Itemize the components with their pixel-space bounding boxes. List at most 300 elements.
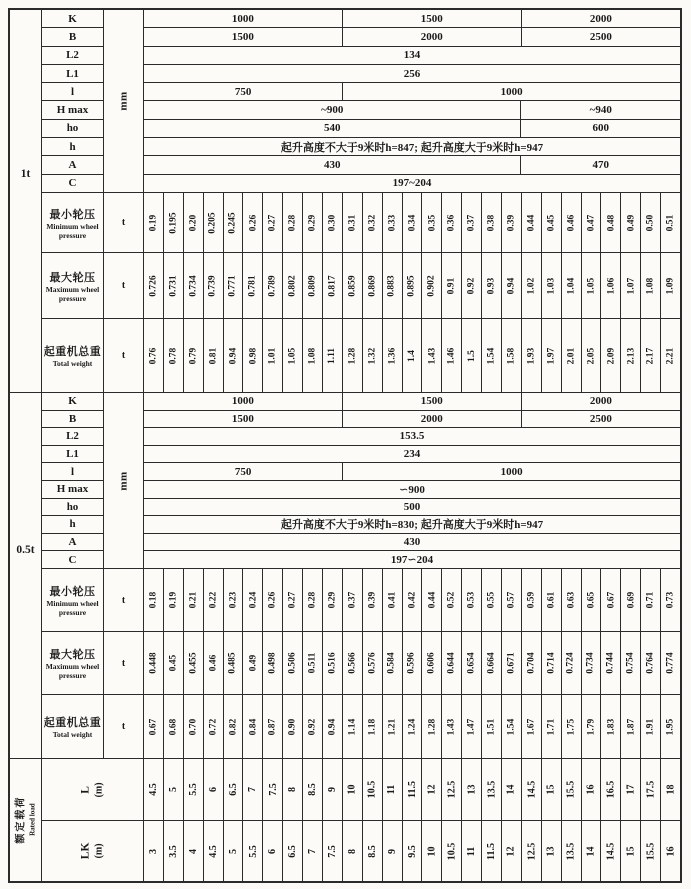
- unit-cell-t: t: [104, 569, 144, 631]
- value-cell: [422, 253, 442, 318]
- value-cell: [323, 319, 343, 392]
- row-values: [144, 253, 680, 318]
- value-text: 0.576: [367, 652, 378, 674]
- value-text: 10: [426, 846, 438, 856]
- value-cell: [383, 695, 403, 758]
- dim-label-ho: ho: [42, 120, 103, 138]
- value-text: 5.5: [247, 844, 259, 858]
- dim-label-h-max: H max: [42, 101, 103, 119]
- value-text: 0.771: [228, 274, 239, 297]
- load-label-text: 1t: [20, 168, 31, 181]
- value-text: 0.485: [228, 652, 239, 674]
- row-label-en: Maximum wheel pressure: [45, 662, 100, 680]
- value-cell: [243, 759, 263, 820]
- span-row-label: [42, 759, 144, 820]
- value-cell: [184, 319, 204, 392]
- value-cell: [661, 632, 680, 694]
- dim-label-h: h: [42, 138, 103, 156]
- span-row-l: [42, 759, 680, 821]
- value-text: 0.63: [566, 591, 577, 609]
- value-text: 1.08: [645, 277, 656, 294]
- value-text: 2.09: [605, 347, 616, 364]
- span-unit: (m): [93, 843, 105, 859]
- value-cell: [243, 193, 263, 252]
- crane-spec-table: [8, 8, 682, 883]
- value-text: 0.46: [566, 214, 577, 231]
- value-cell: [224, 632, 244, 694]
- value-cell: [582, 759, 602, 820]
- value-text: 0.19: [148, 214, 159, 231]
- value-cell: [502, 569, 522, 631]
- dim-label-l1: L1: [42, 65, 103, 83]
- value-text: 0.39: [367, 591, 378, 609]
- row-values: [144, 695, 680, 758]
- value-cell: [204, 319, 224, 392]
- row-label: [42, 695, 104, 758]
- value-text: 8: [287, 787, 299, 792]
- value-text: 13.5: [565, 842, 577, 860]
- value-cell: [462, 821, 482, 881]
- dim-values-row-ho: [144, 499, 680, 517]
- value-cell: [263, 821, 283, 881]
- value-cell: [164, 821, 184, 881]
- value-cell: [582, 319, 602, 392]
- dim-label-c: C: [68, 177, 77, 190]
- value-text: 0.731: [168, 274, 179, 297]
- dim-values-row-a: [144, 156, 680, 174]
- value-cell: [442, 821, 462, 881]
- value-cell: [442, 193, 462, 252]
- value-cell: [363, 569, 383, 631]
- value-cell: [224, 569, 244, 631]
- dimensions-block-0-5t: [42, 393, 680, 568]
- value-cell: [383, 253, 403, 318]
- value-cell: [184, 695, 204, 758]
- value-cell: [204, 253, 224, 318]
- value-cell: [303, 695, 323, 758]
- value-cell: [243, 695, 263, 758]
- span-row-label-text: [80, 843, 106, 860]
- unit-cell-t: t: [104, 193, 144, 252]
- dim-values-row-k: [144, 393, 680, 411]
- dim-value: ∽900: [399, 483, 425, 496]
- value-text: 0.92: [466, 277, 477, 294]
- value-cell: [442, 695, 462, 758]
- value-cell: [562, 193, 582, 252]
- row-label-en: Minimum wheel pressure: [46, 221, 99, 240]
- value-cell: [403, 632, 423, 694]
- value-cell: [502, 193, 522, 252]
- value-cell: [303, 253, 323, 318]
- dim-values-row-h: [144, 138, 680, 156]
- value-text: 0.704: [526, 652, 537, 674]
- value-cell: [363, 193, 383, 252]
- value-cell: [164, 193, 184, 252]
- value-cell: [522, 193, 542, 252]
- value-text: 0.644: [446, 652, 457, 674]
- value-text: 1.02: [526, 277, 537, 294]
- dim-values-row-ho: [144, 120, 680, 138]
- value-text: 0.724: [566, 652, 577, 674]
- value-text: 1.08: [307, 347, 318, 364]
- dim-label-k: K: [42, 393, 103, 411]
- value-text: 7.5: [326, 844, 338, 858]
- value-text: 3.5: [167, 844, 179, 858]
- value-cell: [403, 319, 423, 392]
- dim-value: ~900: [144, 101, 521, 118]
- value-cell: [621, 193, 641, 252]
- value-cell: [343, 319, 363, 392]
- value-text: 0.82: [228, 718, 238, 735]
- row-label-en: Total weight: [52, 359, 93, 368]
- value-cell: [621, 759, 641, 820]
- dim-label-a: A: [42, 156, 103, 174]
- value-text: 1.05: [586, 277, 597, 294]
- table-row-maximum-wheel-pressure: [42, 631, 680, 694]
- value-cell: [403, 695, 423, 758]
- table-row-total-weight: [42, 694, 680, 758]
- value-cell: [204, 569, 224, 631]
- value-cell: [482, 821, 502, 881]
- rated-load-text: [15, 796, 36, 844]
- value-text: 1.95: [665, 718, 676, 735]
- dim-label-b: B: [42, 411, 103, 429]
- value-text: 11.5: [406, 781, 418, 798]
- value-text: 0.714: [546, 652, 557, 674]
- value-cell: [442, 759, 462, 820]
- value-text: 0.18: [148, 591, 159, 609]
- value-cell: [144, 193, 164, 252]
- value-text: 13: [466, 784, 478, 795]
- value-cell: [542, 253, 562, 318]
- value-text: 0.859: [347, 274, 358, 297]
- value-text: 1.75: [566, 718, 577, 735]
- value-cell: [323, 821, 343, 881]
- value-text: 5: [167, 787, 179, 792]
- value-text: 1.06: [605, 277, 616, 294]
- value-text: 0.45: [546, 214, 557, 231]
- value-text: 14: [505, 784, 517, 795]
- value-cell: [422, 569, 442, 631]
- row-label: [42, 319, 104, 392]
- value-cell: [542, 569, 562, 631]
- value-cell: [641, 319, 661, 392]
- value-text: 4.5: [207, 844, 219, 858]
- value-text: 0.47: [586, 214, 597, 231]
- value-cell: [482, 253, 502, 318]
- value-cell: [144, 821, 164, 881]
- value-cell: [184, 759, 204, 820]
- value-cell: [522, 821, 542, 881]
- value-text: 1.28: [347, 347, 358, 364]
- value-cell: [422, 695, 442, 758]
- dim-label-a: A: [42, 534, 103, 552]
- dim-values-row-l1: [144, 446, 680, 464]
- value-text: 0.29: [327, 591, 338, 609]
- value-cell: [263, 632, 283, 694]
- dimensions-block-1t: [42, 10, 680, 192]
- value-cell: [323, 632, 343, 694]
- value-text: 0.46: [208, 654, 219, 672]
- load-label-0-5t: [10, 393, 42, 758]
- value-cell: [144, 695, 164, 758]
- value-cell: [462, 759, 482, 820]
- value-text: 0.23: [228, 591, 238, 609]
- value-text: 0.94: [228, 347, 238, 364]
- value-cell: [283, 759, 303, 820]
- value-text: 0.734: [586, 652, 597, 674]
- value-text: 1.97: [546, 347, 557, 364]
- value-cell: [422, 821, 442, 881]
- value-cell: [283, 695, 303, 758]
- value-cell: [562, 695, 582, 758]
- value-cell: [204, 759, 224, 820]
- value-text: 0.48: [605, 214, 616, 231]
- dim-value: 1000: [144, 10, 343, 27]
- value-text: 11: [466, 846, 478, 856]
- value-cell: [403, 759, 423, 820]
- value-text: 8.5: [307, 783, 319, 796]
- row-label: [42, 253, 104, 318]
- value-cell: [283, 319, 303, 392]
- dim-value: 1500: [343, 393, 522, 410]
- value-cell: [303, 821, 323, 881]
- value-cell: [641, 253, 661, 318]
- value-text: 0.764: [645, 652, 656, 674]
- value-cell: [343, 193, 363, 252]
- value-text: 0.84: [247, 718, 258, 735]
- value-cell: [562, 821, 582, 881]
- dimension-labels: [42, 10, 104, 192]
- dim-values-row-h-max: [144, 481, 680, 499]
- value-text: 0.78: [168, 347, 179, 364]
- value-cell: [661, 821, 680, 881]
- dimension-values: [144, 393, 680, 568]
- value-cell: [422, 193, 442, 252]
- value-text: 0.37: [347, 591, 358, 609]
- value-text: 1.09: [665, 277, 676, 294]
- value-text: 1.24: [407, 718, 418, 735]
- value-text: 0.93: [486, 277, 497, 294]
- value-text: 0.42: [407, 591, 418, 609]
- value-cell: [621, 821, 641, 881]
- dim-values-row-c: [144, 551, 680, 568]
- section-1t-body: [42, 10, 680, 392]
- value-text: 0.91: [446, 277, 457, 294]
- value-text: 10: [346, 784, 358, 795]
- row-values: [144, 632, 680, 694]
- value-cell: [204, 193, 224, 252]
- value-text: 1.43: [446, 718, 457, 735]
- value-text: 1.46: [446, 347, 457, 364]
- value-cell: [224, 821, 244, 881]
- value-text: 1.91: [645, 718, 656, 735]
- value-cell: [502, 253, 522, 318]
- value-text: 15: [545, 784, 557, 795]
- value-text: 0.67: [148, 718, 159, 735]
- value-cell: [403, 821, 423, 881]
- value-cell: [343, 632, 363, 694]
- mm-unit-text: mm: [117, 91, 130, 111]
- value-cell: [144, 632, 164, 694]
- dim-values-row-l2: [144, 428, 680, 446]
- dim-values-row-l2: [144, 47, 680, 65]
- dim-value: 1500: [144, 28, 343, 45]
- value-cell: [363, 695, 383, 758]
- value-text: 15.5: [645, 842, 657, 860]
- value-cell: [462, 319, 482, 392]
- value-cell: [283, 821, 303, 881]
- value-cell: [383, 569, 403, 631]
- value-text: 0.69: [625, 591, 636, 609]
- value-cell: [641, 193, 661, 252]
- weight-rows-0-5t: [42, 568, 680, 758]
- value-text: 6: [267, 848, 279, 854]
- value-cell: [641, 695, 661, 758]
- dim-value: 2000: [589, 395, 612, 408]
- row-label-cn: 最大轮压: [49, 649, 96, 661]
- value-text: 6.5: [287, 844, 299, 858]
- dim-label-l2: L2: [42, 428, 103, 446]
- value-cell: [601, 253, 621, 318]
- value-cell: [621, 695, 641, 758]
- value-cell: [243, 319, 263, 392]
- section-0-5t: [10, 393, 680, 759]
- value-text: 3: [147, 848, 159, 854]
- value-cell: [522, 569, 542, 631]
- value-text: 0.802: [287, 274, 298, 297]
- span-label: LK: [79, 842, 92, 860]
- value-cell: [482, 193, 502, 252]
- value-cell: [542, 759, 562, 820]
- mm-unit-text: mm: [117, 470, 130, 491]
- value-cell: [283, 193, 303, 252]
- span-row-lk: [42, 821, 680, 881]
- value-text: 16.5: [605, 780, 617, 799]
- span-row-label: [42, 821, 144, 881]
- value-text: 12.5: [525, 842, 537, 860]
- row-label: [42, 193, 104, 252]
- value-cell: [343, 759, 363, 820]
- value-cell: [363, 319, 383, 392]
- value-text: 0.36: [446, 214, 457, 231]
- value-text: 0.596: [407, 652, 418, 674]
- value-text: 0.44: [526, 214, 537, 231]
- value-cell: [164, 569, 184, 631]
- value-cell: [263, 759, 283, 820]
- value-cell: [422, 759, 442, 820]
- value-text: 0.21: [188, 591, 199, 609]
- value-cell: [164, 759, 184, 820]
- value-cell: [601, 821, 621, 881]
- value-text: 0.52: [446, 591, 457, 609]
- value-text: 0.883: [387, 274, 398, 297]
- value-text: 0.30: [327, 214, 338, 231]
- value-cell: [403, 569, 423, 631]
- dim-value: 2500: [589, 30, 612, 43]
- value-text: 9: [386, 848, 398, 854]
- value-text: 0.50: [645, 214, 656, 231]
- dim-label-b: B: [42, 28, 103, 46]
- value-text: 9.5: [406, 844, 418, 858]
- value-cell: [661, 759, 680, 820]
- value-cell: [363, 759, 383, 820]
- dim-value: 750: [144, 83, 343, 100]
- value-cell: [522, 759, 542, 820]
- value-text: 0.195: [168, 211, 179, 234]
- value-cell: [323, 569, 343, 631]
- dim-label-k: K: [42, 10, 103, 28]
- value-text: 0.94: [506, 277, 517, 294]
- dim-values-row-k: [144, 10, 680, 28]
- value-text: 0.789: [267, 274, 278, 297]
- value-cell: [283, 569, 303, 631]
- value-text: 0.448: [148, 652, 159, 674]
- value-text: 0.455: [188, 652, 199, 674]
- value-text: 0.57: [506, 591, 517, 609]
- value-cell: [303, 319, 323, 392]
- value-text: 0.72: [208, 718, 219, 735]
- value-cell: [184, 821, 204, 881]
- value-text: 8.5: [366, 844, 378, 858]
- value-cell: [502, 821, 522, 881]
- value-text: 0.606: [426, 652, 437, 674]
- value-text: 1.43: [426, 347, 437, 364]
- value-text: 0.32: [367, 214, 378, 231]
- value-text: 0.895: [407, 274, 418, 297]
- row-values: [144, 821, 680, 881]
- value-cell: [303, 193, 323, 252]
- dim-value: 540: [144, 120, 521, 137]
- value-cell: [522, 632, 542, 694]
- value-cell: [601, 759, 621, 820]
- value-cell: [641, 632, 661, 694]
- row-label-cn: 最小轮压: [49, 208, 96, 221]
- value-cell: [482, 759, 502, 820]
- value-text: 0.53: [466, 591, 477, 609]
- value-cell: [422, 319, 442, 392]
- value-text: 10.5: [366, 780, 378, 799]
- row-label-en: Maximum wheel pressure: [45, 284, 100, 303]
- value-cell: [184, 632, 204, 694]
- section-0-5t-body: [42, 393, 680, 758]
- dim-value: 750: [144, 463, 343, 480]
- value-cell: [323, 193, 343, 252]
- value-text: 1.05: [287, 347, 298, 364]
- span-label: L: [79, 785, 92, 794]
- value-text: 0.38: [486, 214, 497, 231]
- dim-value: 1500: [144, 411, 343, 428]
- value-cell: [601, 319, 621, 392]
- dim-label-h: h: [42, 516, 103, 534]
- value-text: 13.5: [486, 780, 498, 799]
- value-cell: [224, 695, 244, 758]
- value-cell: [144, 253, 164, 318]
- value-cell: [462, 569, 482, 631]
- row-label-en: Minimum wheel pressure: [46, 599, 99, 617]
- value-text: 2.13: [625, 347, 636, 364]
- value-cell: [283, 632, 303, 694]
- value-text: 0.92: [307, 718, 318, 735]
- value-text: 1.5: [466, 349, 477, 362]
- value-text: 1.04: [566, 277, 577, 294]
- value-text: 1.14: [347, 718, 358, 735]
- value-cell: [343, 695, 363, 758]
- dim-value: 2000: [589, 12, 612, 25]
- value-cell: [383, 632, 403, 694]
- dim-values-row-l1: [144, 65, 680, 83]
- value-cell: [502, 695, 522, 758]
